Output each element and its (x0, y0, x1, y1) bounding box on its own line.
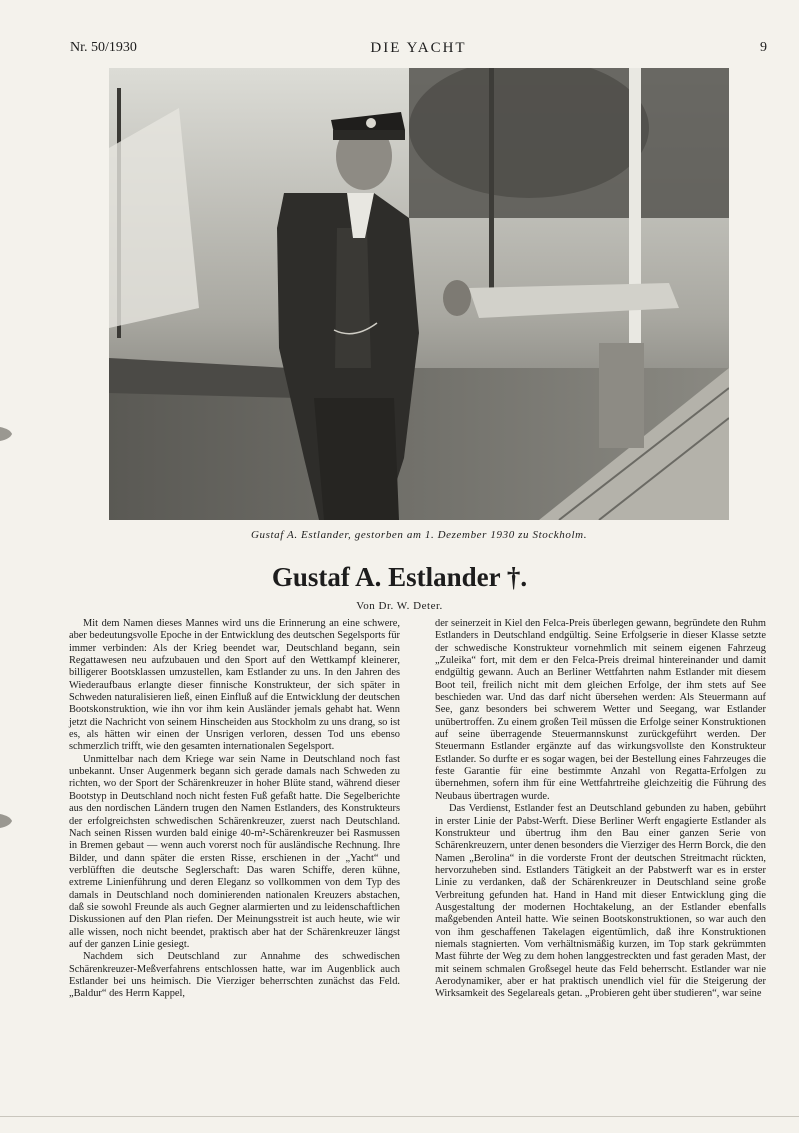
photo-caption: Gustaf A. Estlander, gestorben am 1. Dezember 1930 zu Stockholm. (250, 529, 588, 541)
magazine-title: DIE YACHT (370, 40, 467, 56)
article-right-column (435, 618, 766, 1001)
portrait-photo (109, 68, 729, 520)
binding-hole-mark (0, 810, 14, 832)
article-title: Gustaf A. Estlander †. (271, 562, 528, 592)
portrait-photo-illustration (109, 68, 729, 520)
paragraph: Unmittelbar nach dem Kriege war sein Name in Deutschland noch fast unbekannt. Unser Augenmerk begann sich gerade damals nach Schweden zu richten, wo der Sport der Schärenkreuzer in hoher Blüte stand, während dieser Bootstyp in Deutschland noch nicht festen Fuß gefaßt hatte. Die Segelberichte aus den nordischen Ländern trugen den Namen Estlanders, des Konstrukteurs der erfolgreichsten schwedischen Schärenkreuzer, zuerst nach Deutschland. Nach seinen Rissen wurden bald einige 40-m²-Schärenkreuzer bei Rasmussen in Bremen gebaut — wenn auch vorerst noch für ausländische Rechnung. Ihre Bilder, und dann später die ersten Risse, erschienen in der „Yacht“ und verblüfften die deutsche Seglerschaft: Das waren Schiffe, deren kühne, extreme Linienführung und deren Eleganz so vollkommen von dem Typ des damals in Deutschland noch dominierenden nationalen Kreuzers abstachen, daß sie sowohl Freunde als auch Gegner alarmierten und zu leidenschaftlichen Diskussionen auf den Plan riefen. Der Meinungsstreit ist auch heute, wie wir alle wissen, noch nicht beendet, praktisch aber hat der Schärenkreuzer längst auf der ganzen Linie gesiegt. (69, 753, 400, 950)
paragraph: der seinerzeit in Kiel den Felca-Preis überlegen gewann, begründete den Ruhm Estlanders in Deutschland endgültig. Seine Erfolgserie in dieser Klasse setzte der schwedische Konstrukteur vornehmlich mit seinem eigenen Fahrzeug „Zuleika“ fort, mit dem er den Felca-Preis dreimal hintereinander und damit endgültig gewann. Auch an Berliner Wettfahrten nahm Estlander mit diesem Boot teil, freilich nicht mit dem gleichen Erfolge, der ihm stets auf See beschieden war. Und das darf nicht übersehen werden: Als Steuermann auf See, ganz besonders bei schwerem Wetter und Seegang, war Estlander unübertroffen. Zu einem großen Teil müssen die Erfolge seiner Konstruktionen auf seine überragende Steuermannskunst zurückgeführt werden. Der Steuermann Estlander ergänzte auf das wirkungsvollste den Konstrukteur Estlander. So durfte er es sogar wagen, bei der Bestellung eines Fahrzeuges die feste Garantie für eine bestimmte Anzahl von Regatta-Erfolgen zu übernehmen, sofern ihm für eine Wettfahrtreihe gleichzeitig die Führung des Neubaus übertragen wurde. (435, 618, 766, 802)
article-left-column (69, 618, 400, 1001)
article-byline: Von Dr. W. Deter. (356, 600, 443, 612)
page-bottom-edge (0, 1116, 799, 1117)
page-number: 9 (760, 40, 767, 55)
page-header (70, 40, 767, 58)
paragraph: Nachdem sich Deutschland zur Annahme des schwedischen Schärenkreuzer-Meßverfahrens entschlossen hatte, war im Augenblick auch Estlander bei uns heimisch. Die Vierziger beherrschten zunächst das Feld. „Baldur“ des Herrn Kappel, (69, 951, 400, 1000)
binding-hole-mark (0, 423, 14, 445)
issue-number: Nr. 50/1930 (70, 40, 137, 55)
paragraph: Mit dem Namen dieses Mannes wird uns die Erinnerung an eine schwere, aber bedeutungsvolle Epoche in der Entwicklung des deutschen Segelsports für immer verbinden: Als der Krieg beendet war, Deutschland begann, sein Regattawesen neu aufzubauen und den Sport auf den Wettkampf kleinerer, billigerer Bootsklassen umzustellen, kam Estlander zu uns. In den Jahren des Wiederaufbaus erlangte dieser finnische Konstrukteur, der sich später in Schweden naturalisieren ließ, einen Einfluß auf die Entwicklung der deutschen Bootskonstruktion, wie ihn vor ihm kein Ausländer jemals gehabt hat. Wenn jetzt die Nachricht von seinem Hinscheiden aus Stockholm zu uns drang, so ist es, als hätten wir einen der Unsrigen verloren, dessen Tod uns ebenso schmerzlich trifft, wie den gesamten internationalen Segelsport. (69, 618, 400, 753)
paragraph: Das Verdienst, Estlander fest an Deutschland gebunden zu haben, gebührt in erster Linie der Pabst-Werft. Diese Berliner Werft engagierte Estlander als Konstrukteur und übertrug ihm den Bau einer ganzen Serie von Schärenkreuzern, unter denen besonders die Vierziger des Herrn Borck, die den Namen „Berolina“ in die vorderste Front der deutschen Streitmacht rückten, hervorzuheben sind. Estlanders Tätigkeit an der Pabstwerft war es in erster Linie zu verdanken, daß der Schärenkreuzer in Deutschland seine große Verbreitung gefunden hat. Hand in Hand mit dieser Entwicklung ging die Ausgestaltung der modernen Hochtakelung, an der Estlander ebenfalls maßgebenden Anteil hatte. Wie seinen Bootskonstruktionen, so war auch den von ihm geschaffenen Takelagen eigentümlich, daß ihre Konstruktionen niemals stagnierten. Vom verhältnismäßig kurzen, im Top stark gekrümmten Mast führte der Weg zu dem hohen langgestreckten und fast geraden Mast, der mit seinem schmalen Großsegel heute das Feld beherrscht. Estlander war nie Aerodynamiker, aber er hat praktisch unendlich viel für die Steigerung der Wirksamkeit des Segelareals getan. „Probieren geht über studieren“, war seine (435, 803, 766, 1000)
